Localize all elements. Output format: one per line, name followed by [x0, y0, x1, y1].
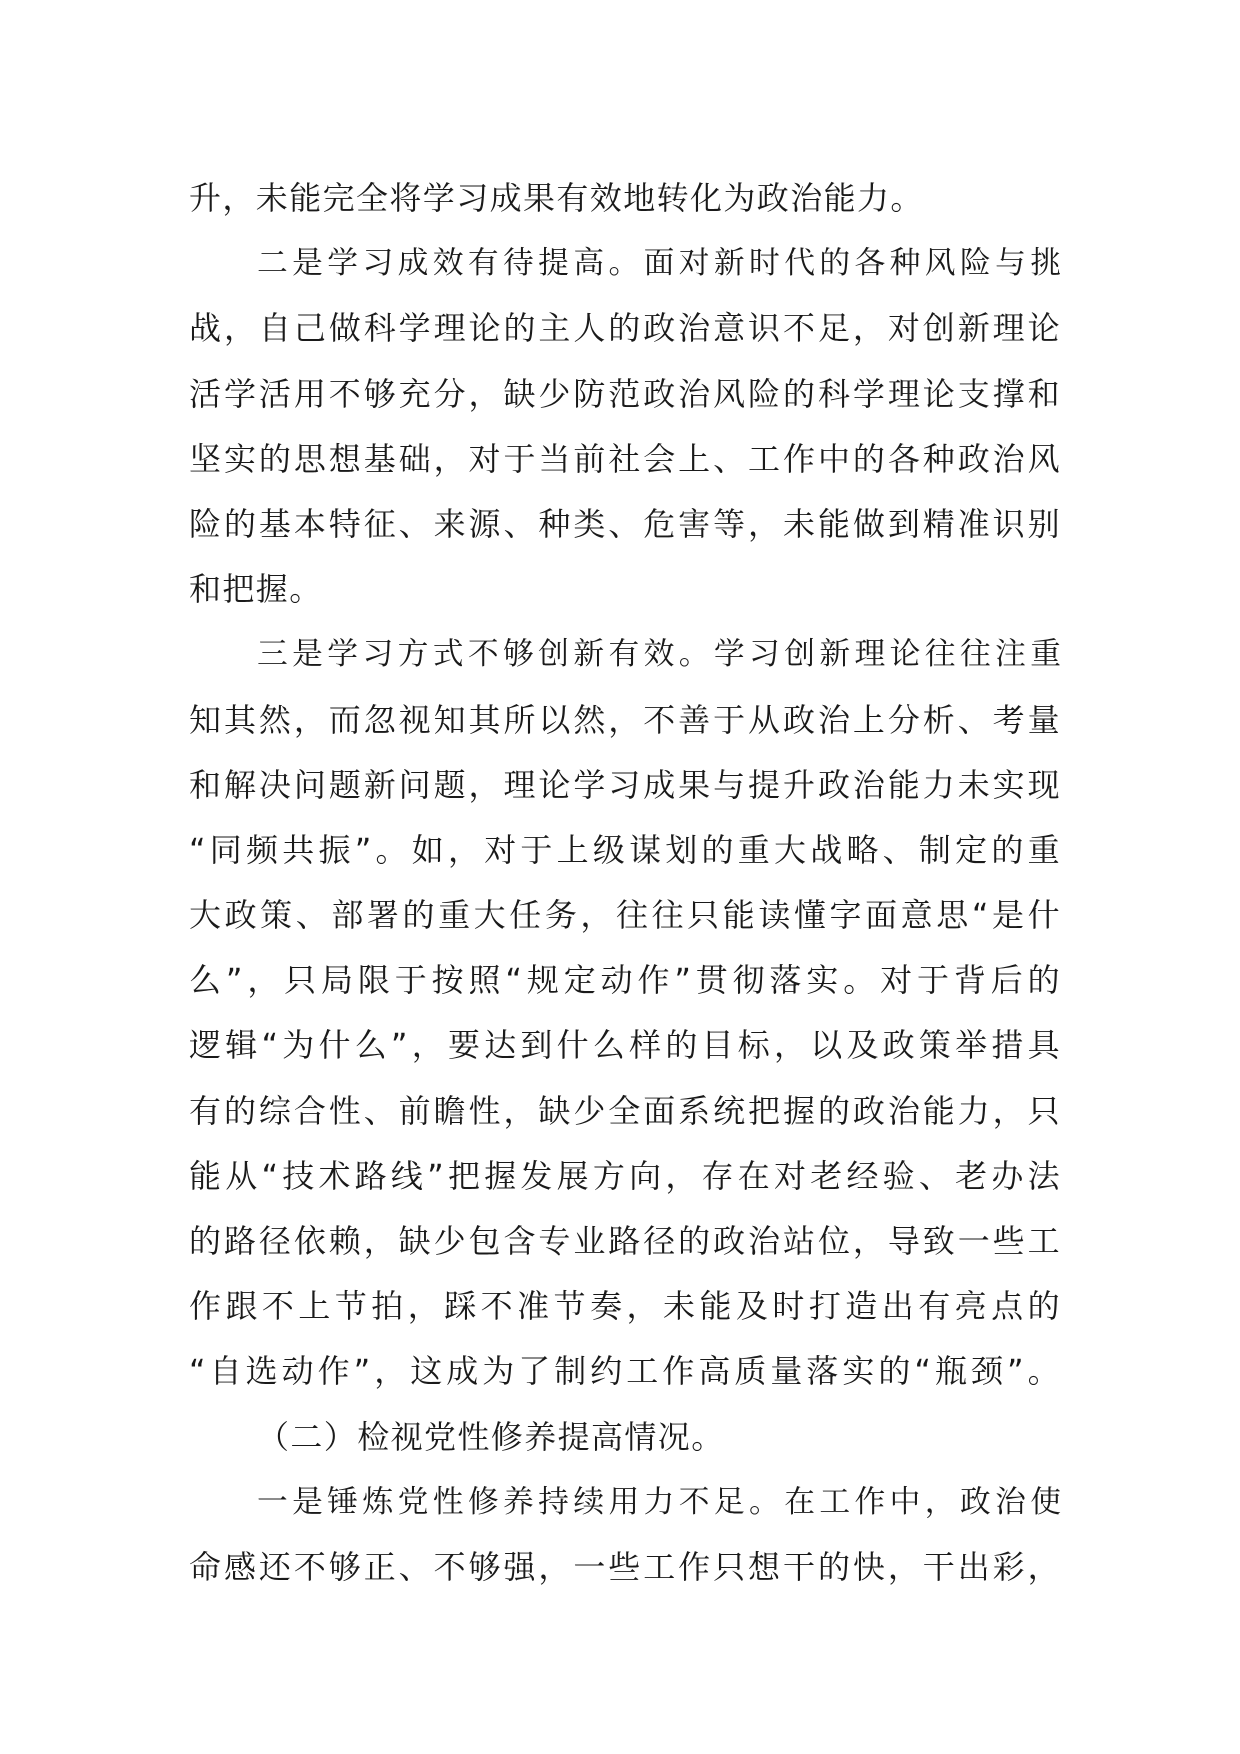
- text-line: 险的基本特征、来源、种类、危害等，未能做到精准识别: [189, 504, 1061, 543]
- text-line: “同频共振”。如，对于上级谋划的重大战略、制定的重: [189, 830, 1061, 869]
- text-line: 能从“技术路线”把握发展方向，存在对老经验、老办法: [189, 1156, 1061, 1195]
- text-line: 和把握。: [189, 570, 323, 609]
- text-line: 活学活用不够充分，缺少防范政治风险的科学理论支撑和: [189, 374, 1061, 413]
- text-line: （二）检视党性修养提高情况。: [257, 1417, 725, 1456]
- text-line: 大政策、部署的重大任务，往往只能读懂字面意思“是什: [189, 896, 1061, 935]
- text-line: 战，自己做科学理论的主人的政治意识不足，对创新理论: [189, 309, 1061, 348]
- text-line: 和解决问题新问题，理论学习成果与提升政治能力未实现: [189, 765, 1061, 804]
- text-line: 命感还不够正、不够强，一些工作只想干的快，干出彩，: [189, 1547, 1061, 1586]
- text-line: 一是锤炼党性修养持续用力不足。在工作中，政治使: [257, 1483, 1061, 1520]
- text-line: 逻辑“为什么”，要达到什么样的目标，以及政策举措具: [189, 1026, 1061, 1065]
- text-line: 么”，只局限于按照“规定动作”贯彻落实。对于背后的: [189, 961, 1061, 1000]
- text-line: “自选动作”，这成为了制约工作高质量落实的“瓶颈”。: [189, 1352, 1061, 1391]
- text-line: 升，未能完全将学习成果有效地转化为政治能力。: [189, 179, 924, 217]
- text-line: 作跟不上节拍，踩不准节奏，未能及时打造出有亮点的: [189, 1287, 1061, 1326]
- text-line: 的路径依赖，缺少包含专业路径的政治站位，导致一些工: [189, 1222, 1061, 1260]
- text-line: 有的综合性、前瞻性，缺少全面系统把握的政治能力，只: [189, 1091, 1061, 1130]
- text-line: 三是学习方式不够创新有效。学习创新理论往往注重: [257, 636, 1061, 673]
- text-line: 二是学习成效有待提高。面对新时代的各种风险与挑: [257, 245, 1061, 282]
- document-body: [189, 166, 1061, 1600]
- text-line: 知其然，而忽视知其所以然，不善于从政治上分析、考量: [189, 700, 1061, 739]
- text-line: 坚实的思想基础，对于当前社会上、工作中的各种政治风: [189, 439, 1061, 478]
